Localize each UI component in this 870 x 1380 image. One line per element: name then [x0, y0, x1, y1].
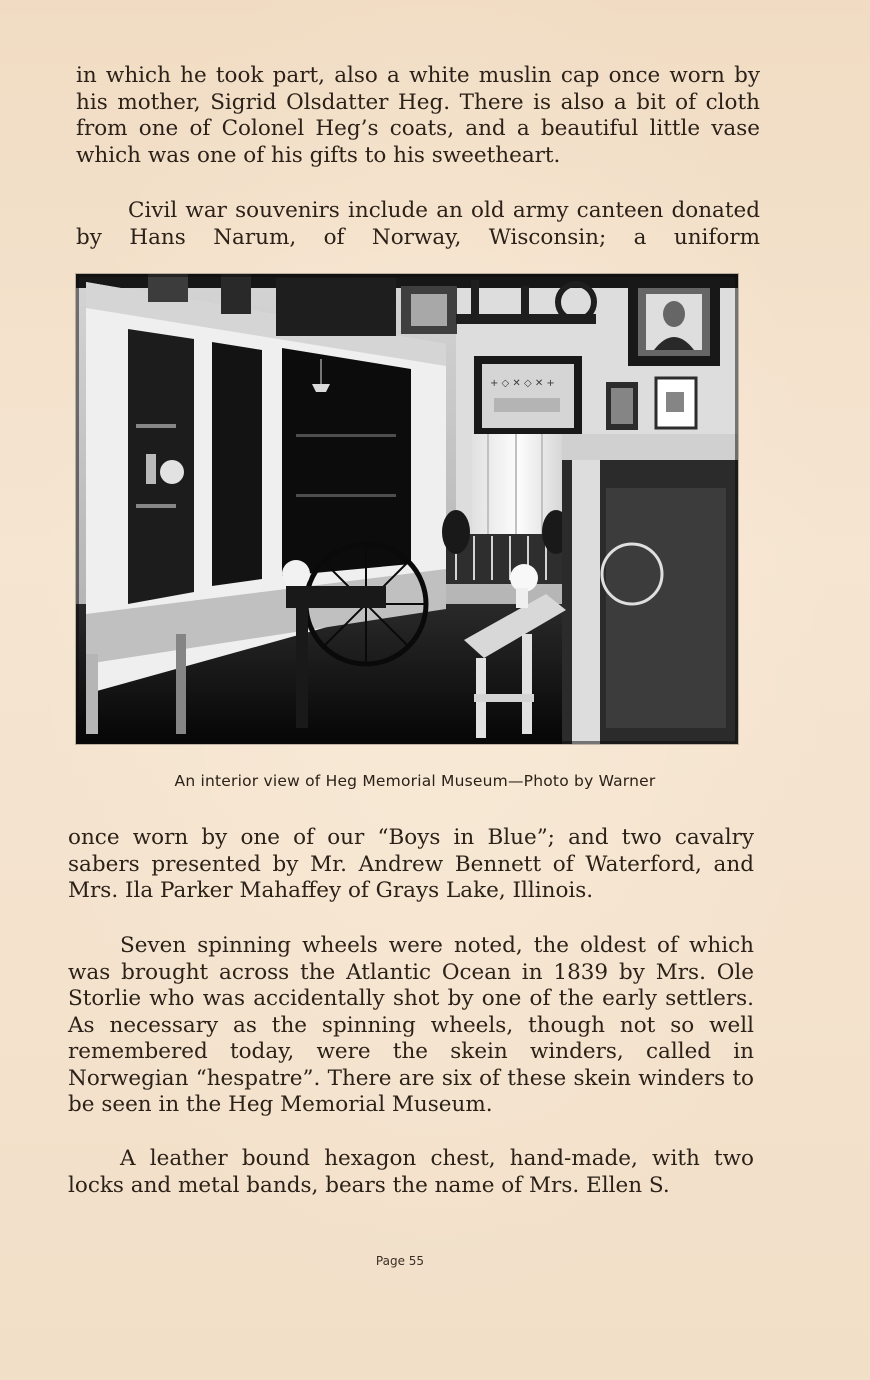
svg-text:+ ◇ ✕ ◇ ✕ +: + ◇ ✕ ◇ ✕ +: [490, 378, 555, 389]
paragraph-spinning-wheels: Seven spinning wheels were noted, the oldest of which was brought across the Atlantic Ocean in 1839 by Mrs. Ole Storlie who was accidentally shot by one of the early settlers. As necessary as the spinning wheels, though not so well remembered today, were the skein winders, called in Norwegian “hespatre”. There are six of these skein winders to be seen in the Heg Memorial Museum.: [68, 933, 754, 1117]
photo-caption: An interior view of Heg Memorial Museum—Photo by Warner: [174, 772, 656, 790]
paragraph-hexagon-chest: A leather bound hexagon chest, hand-made, with two locks and metal bands, bears the name of Mrs. Ellen S.: [68, 1146, 754, 1198]
paragraph-boys-in-blue: once worn by one of our “Boys in Blue”; and two cavalry sabers presented by Mr. Andrew Bennett of Waterford, and Mrs. Ila Parker Mahaffey of Grays Lake, Illinois.: [68, 825, 754, 903]
museum-interior-photo: [76, 274, 738, 744]
paragraph-heg-items: in which he took part, also a white muslin cap once worn by his mother, Sigrid Olsdatter Heg. There is also a bit of cloth from one of Colonel Heg’s coats, and a beautiful little vase which was one of his gifts to his sweetheart.: [76, 63, 760, 168]
paragraph-civil-war-souvenirs: Civil war souvenirs include an old army canteen donated by Hans Narum, of Norway, Wisconsin; a uniform: [76, 198, 760, 250]
page-number: Page 55: [375, 1254, 425, 1268]
